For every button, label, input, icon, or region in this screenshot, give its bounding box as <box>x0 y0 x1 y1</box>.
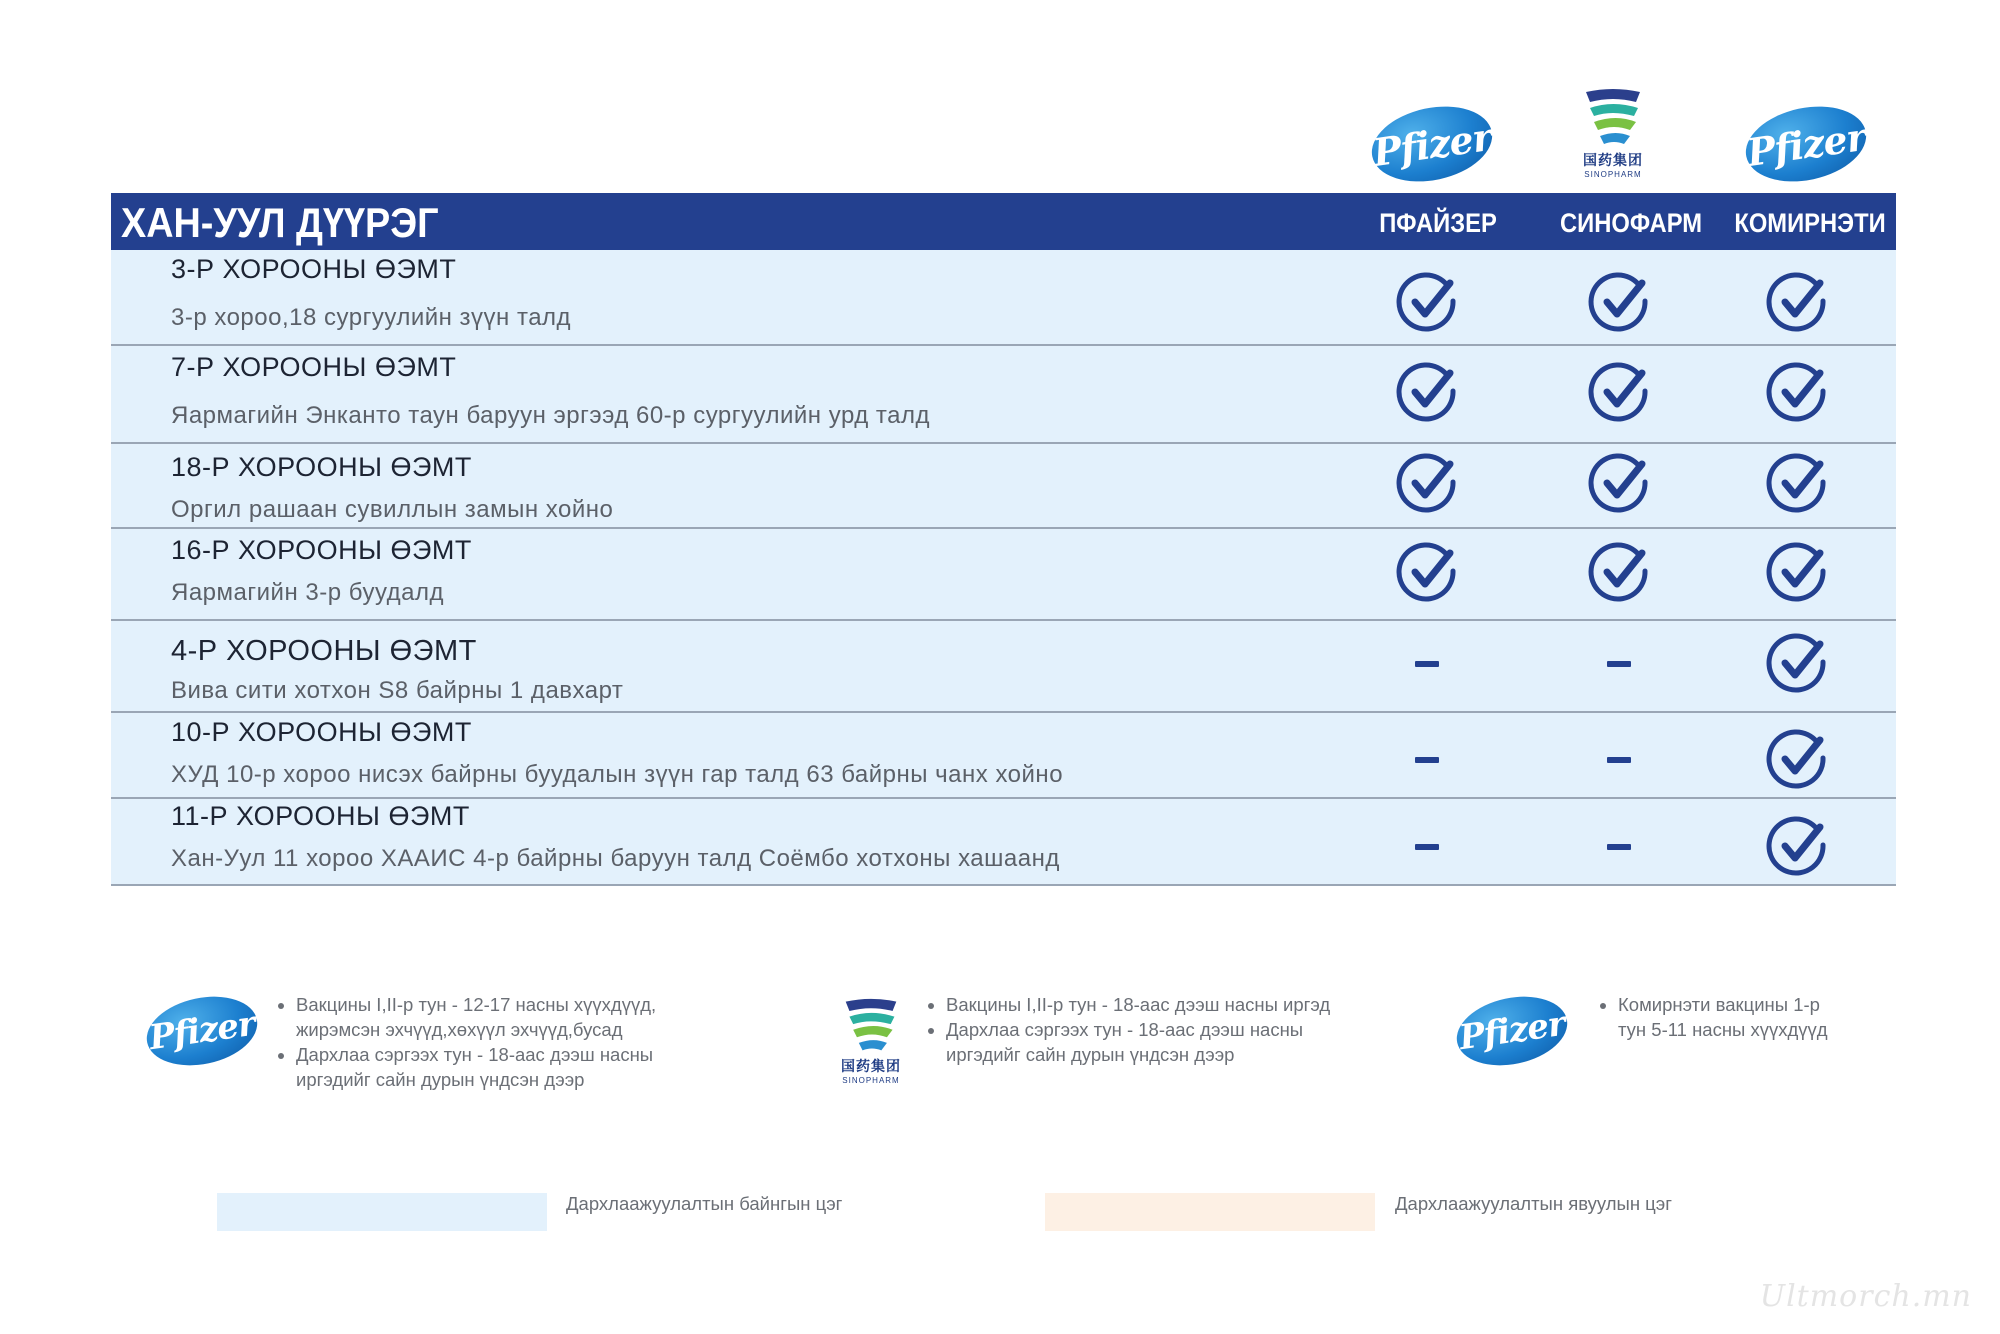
available-check-icon <box>1765 271 1829 335</box>
clinic-name: 3-Р ХОРООНЫ ӨЭМТ <box>171 254 457 284</box>
clinic-address: Яармагийн 3-р буудалд <box>171 579 444 606</box>
clinic-name: 18-Р ХОРООНЫ ӨЭМТ <box>171 452 472 482</box>
sinopharm-english-name: SINOPHARM <box>1584 170 1642 179</box>
note-item: • Комирнэти вакцины 1-р тун 5-11 насны хүүхдүүд <box>1618 992 1910 1042</box>
comirnaty-note <box>1590 992 1910 1042</box>
row-divider <box>111 884 1896 886</box>
table-header <box>111 193 1896 250</box>
available-check-icon <box>1587 541 1651 605</box>
clinic-name: 4-Р ХОРООНЫ ӨЭМТ <box>171 635 477 667</box>
sinopharm-chinese-name: 国药集团 <box>841 1059 901 1075</box>
district-title: ХАН-УУЛ ДҮҮРЭГ <box>121 199 439 246</box>
pfizer-logo-note <box>146 998 258 1064</box>
legend-label-mobile: Дархлаажуулалтын явуулын цэг <box>1395 1193 1672 1214</box>
legend-swatch-mobile <box>1045 1193 1375 1231</box>
clinic-name: 7-Р ХОРООНЫ ӨЭМТ <box>171 352 457 382</box>
column-header-sinopharm: СИНОФАРМ <box>1559 208 1703 238</box>
pfizer-logo-comirnaty-header <box>1745 108 1867 180</box>
clinic-name: 16-Р ХОРООНЫ ӨЭМТ <box>171 535 472 565</box>
available-check-icon <box>1765 815 1829 879</box>
available-check-icon <box>1587 452 1651 516</box>
sinopharm-english-name: SINOPHARM <box>842 1076 900 1085</box>
not-available-dash-icon <box>1607 757 1631 763</box>
available-check-icon <box>1587 361 1651 425</box>
pfizer-note <box>268 992 748 1092</box>
pfizer-wordmark: Pfizer <box>146 1003 258 1059</box>
available-check-icon <box>1765 452 1829 516</box>
available-check-icon <box>1765 541 1829 605</box>
not-available-dash-icon <box>1607 661 1631 667</box>
not-available-dash-icon <box>1607 844 1631 850</box>
not-available-dash-icon <box>1415 661 1439 667</box>
available-check-icon <box>1395 541 1459 605</box>
clinic-name: 11-Р ХОРООНЫ ӨЭМТ <box>171 801 470 831</box>
available-check-icon <box>1395 361 1459 425</box>
column-header-comirnaty: КОМИРНЭТИ <box>1734 208 1886 238</box>
available-check-icon <box>1587 271 1651 335</box>
sinopharm-logo-note <box>833 996 909 1085</box>
sinopharm-chinese-name: 国药集团 <box>1583 153 1643 169</box>
clinic-address: Оргил рашаан сувиллын замын хойно <box>171 496 614 523</box>
pfizer-logo-comirnaty-note <box>1456 998 1568 1064</box>
site-watermark: Ultmorch.mn <box>1759 1279 1972 1314</box>
available-check-icon <box>1765 361 1829 425</box>
table-row <box>111 621 1896 713</box>
legend-label-permanent: Дархлаажуулалтын байнгын цэг <box>566 1193 843 1214</box>
note-item: • Вакцины I,II-р тун - 18-аас дээш насны иргэд <box>946 992 1418 1017</box>
sinopharm-emblem-icon <box>1580 86 1646 150</box>
pfizer-logo-header <box>1371 108 1493 180</box>
available-check-icon <box>1765 728 1829 792</box>
clinic-address: ХУД 10-р хороо нисэх байрны буудалын зүүн гар талд 63 байрны чанх хойно <box>171 761 1064 788</box>
available-check-icon <box>1395 271 1459 335</box>
table-row <box>111 713 1896 799</box>
not-available-dash-icon <box>1415 757 1439 763</box>
clinic-address: Хан-Уул 11 хороо ХААИС 4-р байрны баруун талд Соёмбо хотхоны хашаанд <box>171 845 1060 872</box>
available-check-icon <box>1395 452 1459 516</box>
table-row <box>111 799 1896 886</box>
column-header-pfizer: ПФАЙЗЕР <box>1379 208 1497 238</box>
clinic-name: 10-Р ХОРООНЫ ӨЭМТ <box>171 717 472 747</box>
pfizer-wordmark: Pfizer <box>1743 113 1869 175</box>
pfizer-wordmark: Pfizer <box>1456 1003 1568 1059</box>
sinopharm-note <box>918 992 1418 1067</box>
clinic-address: Яармагийн Энканто таун баруун эргээд 60-р сургуулийн урд талд <box>171 402 931 429</box>
pfizer-wordmark: Pfizer <box>1369 113 1495 175</box>
available-check-icon <box>1765 632 1829 696</box>
clinic-address: 3-р хороо,18 сургуулийн зүүн талд <box>171 304 572 331</box>
legend-swatch-permanent <box>217 1193 547 1231</box>
sinopharm-emblem-icon <box>840 996 902 1056</box>
note-item: • Вакцины I,II-р тун - 12-17 насны хүүхдүүд, жирэмсэн эхчүүд,хөхүүл эхчүүд,бусад <box>296 992 748 1042</box>
sinopharm-logo-header <box>1573 86 1653 179</box>
note-item: • Дархлаа сэргээх тун - 18-аас дээш насны иргэдийг сайн дурын үндсэн дээр <box>296 1042 748 1092</box>
note-item: • Дархлаа сэргээх тун - 18-аас дээш насны иргэдийг сайн дурын үндсэн дээр <box>946 1017 1418 1067</box>
clinic-address: Вива сити хотхон S8 байрны 1 давхарт <box>171 677 624 704</box>
not-available-dash-icon <box>1415 844 1439 850</box>
